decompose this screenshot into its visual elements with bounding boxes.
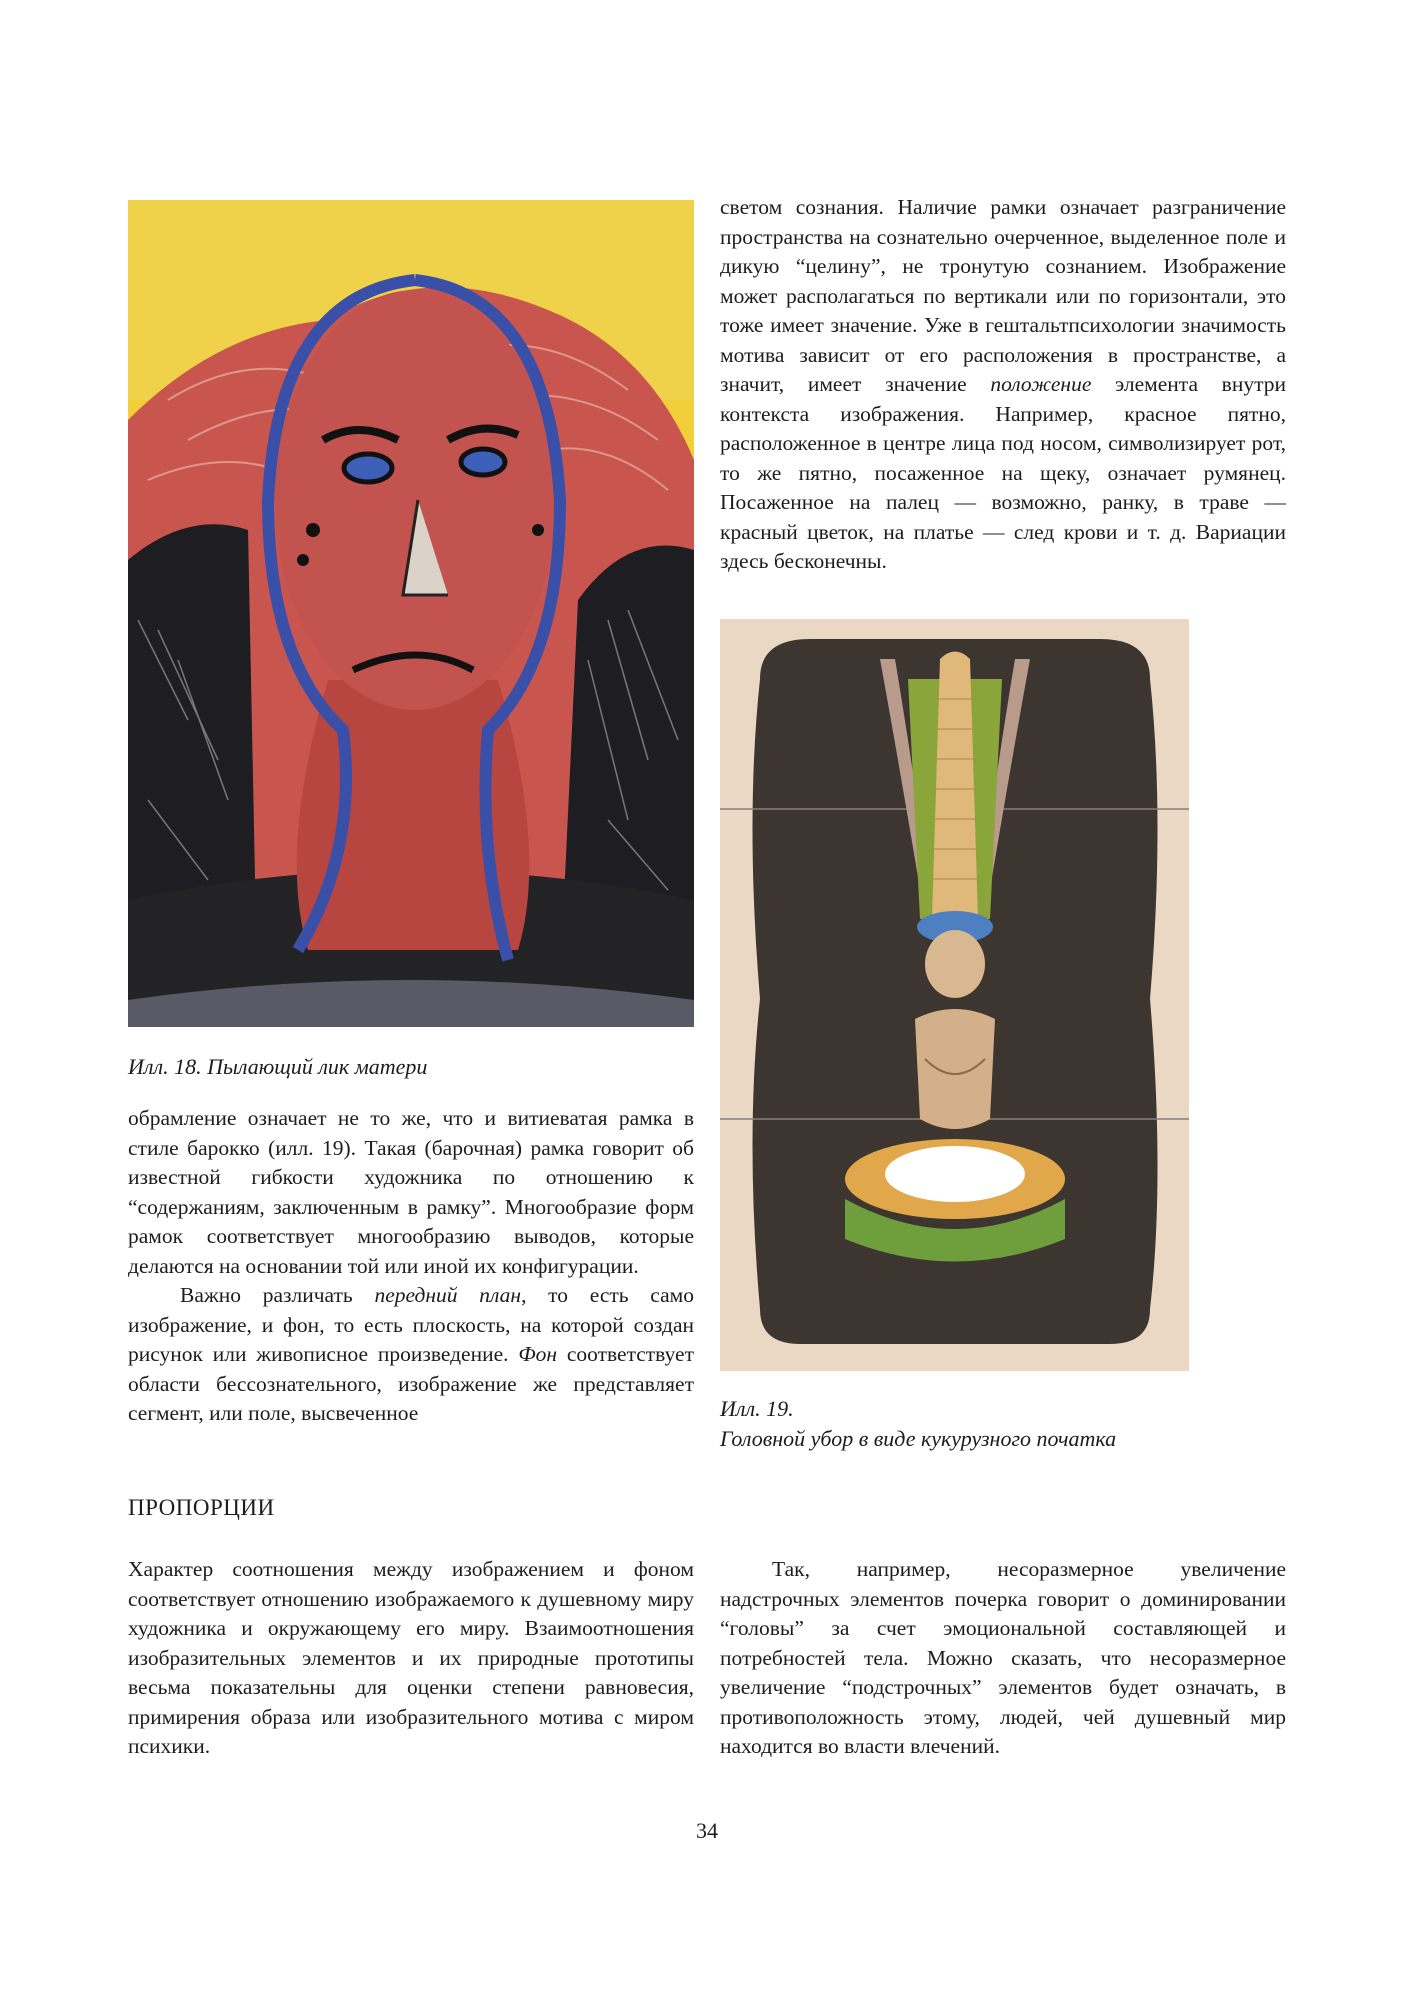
figure-19-caption-label: Илл. 19.	[720, 1396, 794, 1421]
illustration-18-painting	[128, 200, 694, 1027]
bottom-right-text: Так, например, несоразмерное увеличение надстрочных элементов почерка говорит о доминировании “головы” за счет эмоциональной составляющей и потребностей тела. Можно сказать, что несоразмерное увеличение “подстрочных” элементов будет означать, в противоположность этому, людей, чей душевный мир находится во власти влечений.	[720, 1557, 1286, 1758]
right-column-text	[720, 193, 1286, 577]
face-painting-image	[128, 200, 694, 1027]
left-column-text	[128, 1104, 694, 1429]
paragraph-foreground: Важно различать передний план, то есть само изображение, и фон, то есть плоскость, на которой создан рисунок или живописное произведение. Фон соответствует области бессознательного, изображение же представляет сегмент, или поле, высвеченное	[128, 1283, 694, 1425]
paragraph-framing: обрамление означает не то же, что и витиеватая рамка в стиле барокко (илл. 19). Такая (барочная) рамка говорит об известной гибкости художника по отношению к “содержаниям, заключенным в рамку”. Многообразие форм рамок соответствует многообразию выводов, которые делаются на основании той или иной их конфигурации.	[128, 1106, 694, 1278]
paragraph-consciousness: светом сознания. Наличие рамки означает разграничение пространства на сознательно очерченное, выделенное поле и дикую “целину”, не тронутую сознанием. Изображение может располагаться по вертикали или по горизонтали, это тоже имеет значение. Уже в гештальтпсихологии значимость мотива зависит от его расположения в пространстве, а значит, имеет значение положение элемента внутри контекста изображения. Например, красное пятно, расположенное в центре лица под носом, символизирует рот, то же пятно, посаженное на щеку, означает румянец. Посаженное на палец — возможно, ранку, в траве — красный цветок, на платье — след крови и т. д. Вариации здесь бесконечны.	[720, 195, 1286, 573]
corn-headdress-image	[720, 619, 1189, 1371]
illustration-19-painting	[720, 619, 1189, 1371]
figure-18-caption: Илл. 18. Пылающий лик матери	[128, 1054, 428, 1079]
figure-19-caption-title: Головной убор в виде кукурузного початка	[720, 1426, 1117, 1451]
page-number: 34	[696, 1818, 718, 1843]
bottom-left-text: Характер соотношения между изображением и фоном соответствует отношению изображаемого к душевному миру художника и окружающему его миру. Взаимоотношения изобразительных элементов и их природные прототипы весьма показательны для оценки степени равновесия, примирения образа или изобразительного мотива с миром психики.	[128, 1557, 694, 1758]
section-heading: ПРОПОРЦИИ	[128, 1495, 275, 1520]
